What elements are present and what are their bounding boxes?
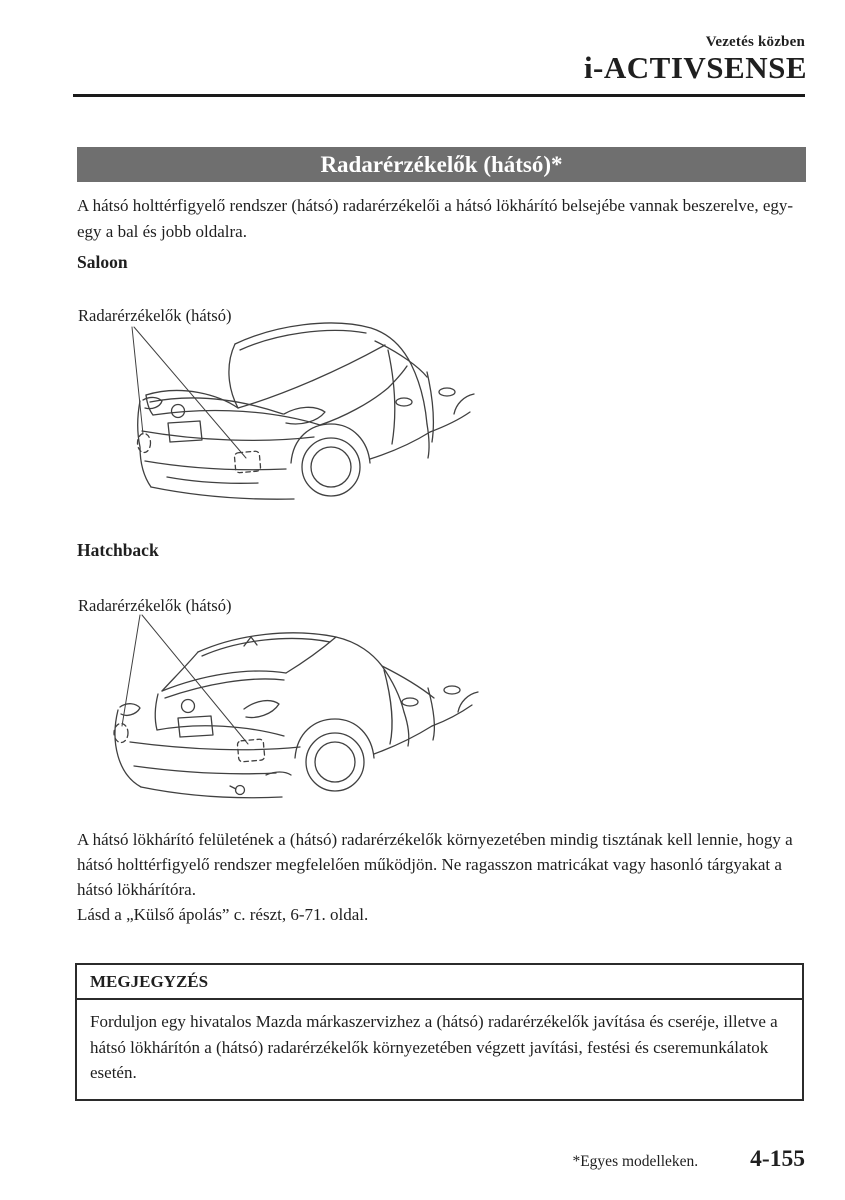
saloon-heading: Saloon xyxy=(77,252,128,272)
body-reference: Lásd a „Külső ápolás” c. részt, 6-71. oldal. xyxy=(77,905,369,924)
hatchback-heading: Hatchback xyxy=(77,540,159,560)
section-kicker: Vezetés közben xyxy=(705,34,805,50)
body-text xyxy=(77,827,819,927)
saloon-figure xyxy=(70,300,510,535)
section-banner xyxy=(77,147,806,182)
header-rule xyxy=(73,94,805,97)
intro-paragraph: A hátsó holttérfigyelő rendszer (hátsó) radarérzékelői a hátsó lökhárító belsejébe vannak beszerelve, egy-egy a bal és jobb oldalra. xyxy=(77,196,794,241)
hatchback-figure xyxy=(70,590,510,825)
hatchback-figure-label: Radarérzékelők (hátsó) xyxy=(78,596,232,615)
note-box xyxy=(75,963,804,1101)
chapter-title: i-ACTIVSENSE xyxy=(583,50,807,85)
section-banner-title: Radarérzékelők (hátsó)* xyxy=(320,151,563,177)
page-footer xyxy=(572,1146,805,1173)
saloon-figure-label: Radarérzékelők (hátsó) xyxy=(78,306,232,325)
page-number: 4-155 xyxy=(750,1146,805,1172)
body-paragraph: A hátsó lökhárító felületének a (hátsó) radarérzékelők környezetében mindig tisztának kell lennie, hogy a hátsó holttérfigyelő rendszer megfelelően működjön. Ne ragasszon matricákat vagy hasonló tárgyakat a hátsó lökhárítóra. xyxy=(77,830,793,899)
hatchback-illustration xyxy=(70,590,510,825)
footnote: *Egyes modelleken. xyxy=(572,1153,699,1170)
saloon-illustration xyxy=(70,300,510,535)
note-title: MEGJEGYZÉS xyxy=(77,965,802,1000)
note-body: Forduljon egy hivatalos Mazda márkaszervizhez a (hátsó) radarérzékelők javítása és cseréje, illetve a hátsó lökhárítón a (hátsó) radarérzékelők környezetében végzett javítási, festési és cseremunkálatok esetén. xyxy=(90,1012,778,1082)
